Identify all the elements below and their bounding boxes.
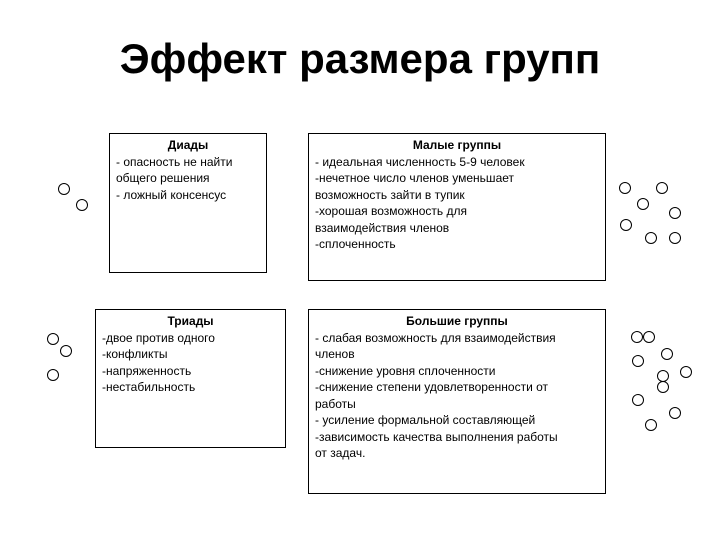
- large-groups-line: -снижение степени удовлетворенности от: [315, 380, 549, 394]
- small-groups-box: [308, 133, 606, 281]
- large-groups-heading: Большие группы: [406, 314, 508, 328]
- dyads-line: - опасность не найти: [116, 154, 233, 169]
- large-groups-line: - слабая возможность для взаимодействия: [315, 330, 556, 345]
- person-circle-icon: [669, 407, 681, 419]
- triads-line: -напряженность: [102, 363, 192, 378]
- dyads-box: [109, 133, 267, 273]
- person-circle-icon: [656, 182, 668, 194]
- person-circle-icon: [669, 207, 681, 219]
- person-circle-icon: [657, 381, 669, 393]
- triads-heading: Триады: [167, 314, 214, 328]
- person-circle-icon: [47, 369, 59, 381]
- person-circle-icon: [47, 333, 59, 345]
- small-groups-line: взаимодействия членов: [315, 220, 450, 235]
- triads-line: -двое против одного: [102, 330, 215, 345]
- small-groups-line: -хорошая возможность для: [315, 204, 467, 218]
- triads-line: -нестабильность: [102, 380, 196, 394]
- person-circle-icon: [645, 419, 657, 431]
- large-groups-line: членов: [315, 347, 355, 361]
- small-groups-line: - идеальная численность 5-9 человек: [315, 154, 525, 169]
- person-circle-icon: [76, 199, 88, 211]
- person-circle-icon: [645, 232, 657, 244]
- person-circle-icon: [619, 182, 631, 194]
- small-groups-line: возможность зайти в тупик: [315, 187, 465, 202]
- person-circle-icon: [60, 345, 72, 357]
- person-circle-icon: [631, 331, 643, 343]
- person-circle-icon: [643, 331, 655, 343]
- large-groups-line: работы: [315, 396, 356, 411]
- person-circle-icon: [620, 219, 632, 231]
- person-circle-icon: [637, 198, 649, 210]
- person-circle-icon: [669, 232, 681, 244]
- large-groups-line: -зависимость качества выполнения работы: [315, 429, 558, 444]
- small-groups-line: -нечетное число членов уменьшает: [315, 171, 515, 185]
- triads-line: -конфликты: [102, 347, 168, 361]
- page-title: Эффект размера групп: [119, 35, 601, 82]
- person-circle-icon: [632, 355, 644, 367]
- large-groups-line: - усиление формальной составляющей: [315, 413, 536, 427]
- large-groups-box: [308, 309, 606, 494]
- small-groups-line: -сплоченность: [315, 237, 396, 251]
- large-groups-line: от задач.: [315, 446, 366, 460]
- person-circle-icon: [680, 366, 692, 378]
- triads-box: [95, 309, 286, 448]
- person-circle-icon: [58, 183, 70, 195]
- small-groups-heading: Малые группы: [412, 138, 502, 152]
- dyads-heading: Диады: [167, 138, 209, 152]
- person-circle-icon: [661, 348, 673, 360]
- person-circle-icon: [632, 394, 644, 406]
- dyads-line: общего решения: [116, 171, 210, 185]
- dyads-line: - ложный консенсус: [116, 187, 227, 202]
- large-groups-line: -снижение уровня сплоченности: [315, 363, 496, 378]
